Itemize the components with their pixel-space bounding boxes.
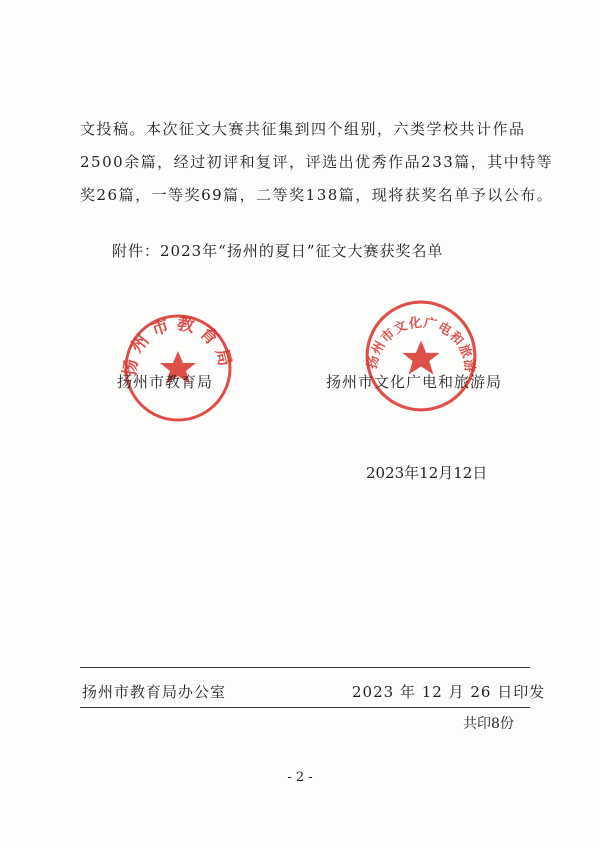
page-number: - 2 - [287, 770, 313, 785]
body-line: 奖26篇，一等奖69篇，二等奖138篇，现将获奖名单予以公布。 [80, 186, 554, 204]
body-line: 文投稿。本次征文大赛共征集到四个组别，六类学校共计作品 [80, 120, 526, 138]
body-line: 2500余篇，经过初评和复评，评选出优秀作品233篇，其中特等 [80, 153, 554, 171]
footer-copies: 共印8份 [463, 716, 514, 732]
education-bureau-seal [119, 313, 237, 423]
footer-issue-date: 2023 年 12 月 26 日印发 [352, 683, 546, 701]
star-icon [402, 340, 439, 374]
signature-date: 2023年12月12日 [366, 464, 488, 482]
footer-top-rule [80, 667, 530, 668]
signature-org-left: 扬州市教育局 [117, 373, 214, 391]
seal-text: 扬州市文化广电和旅游局 [357, 288, 477, 375]
body-paragraph [80, 113, 554, 212]
footer-issuer: 扬州市教育局办公室 [82, 683, 227, 701]
signature-org-right: 扬州市文化广电和旅游局 [326, 373, 503, 391]
seal-text: 扬州市教育局 [119, 313, 237, 378]
attachment-note: 附件：2023年“扬州的夏日”征文大赛获奖名单 [112, 242, 444, 260]
footer-bottom-rule [80, 707, 530, 708]
culture-bureau-seal [357, 288, 478, 413]
